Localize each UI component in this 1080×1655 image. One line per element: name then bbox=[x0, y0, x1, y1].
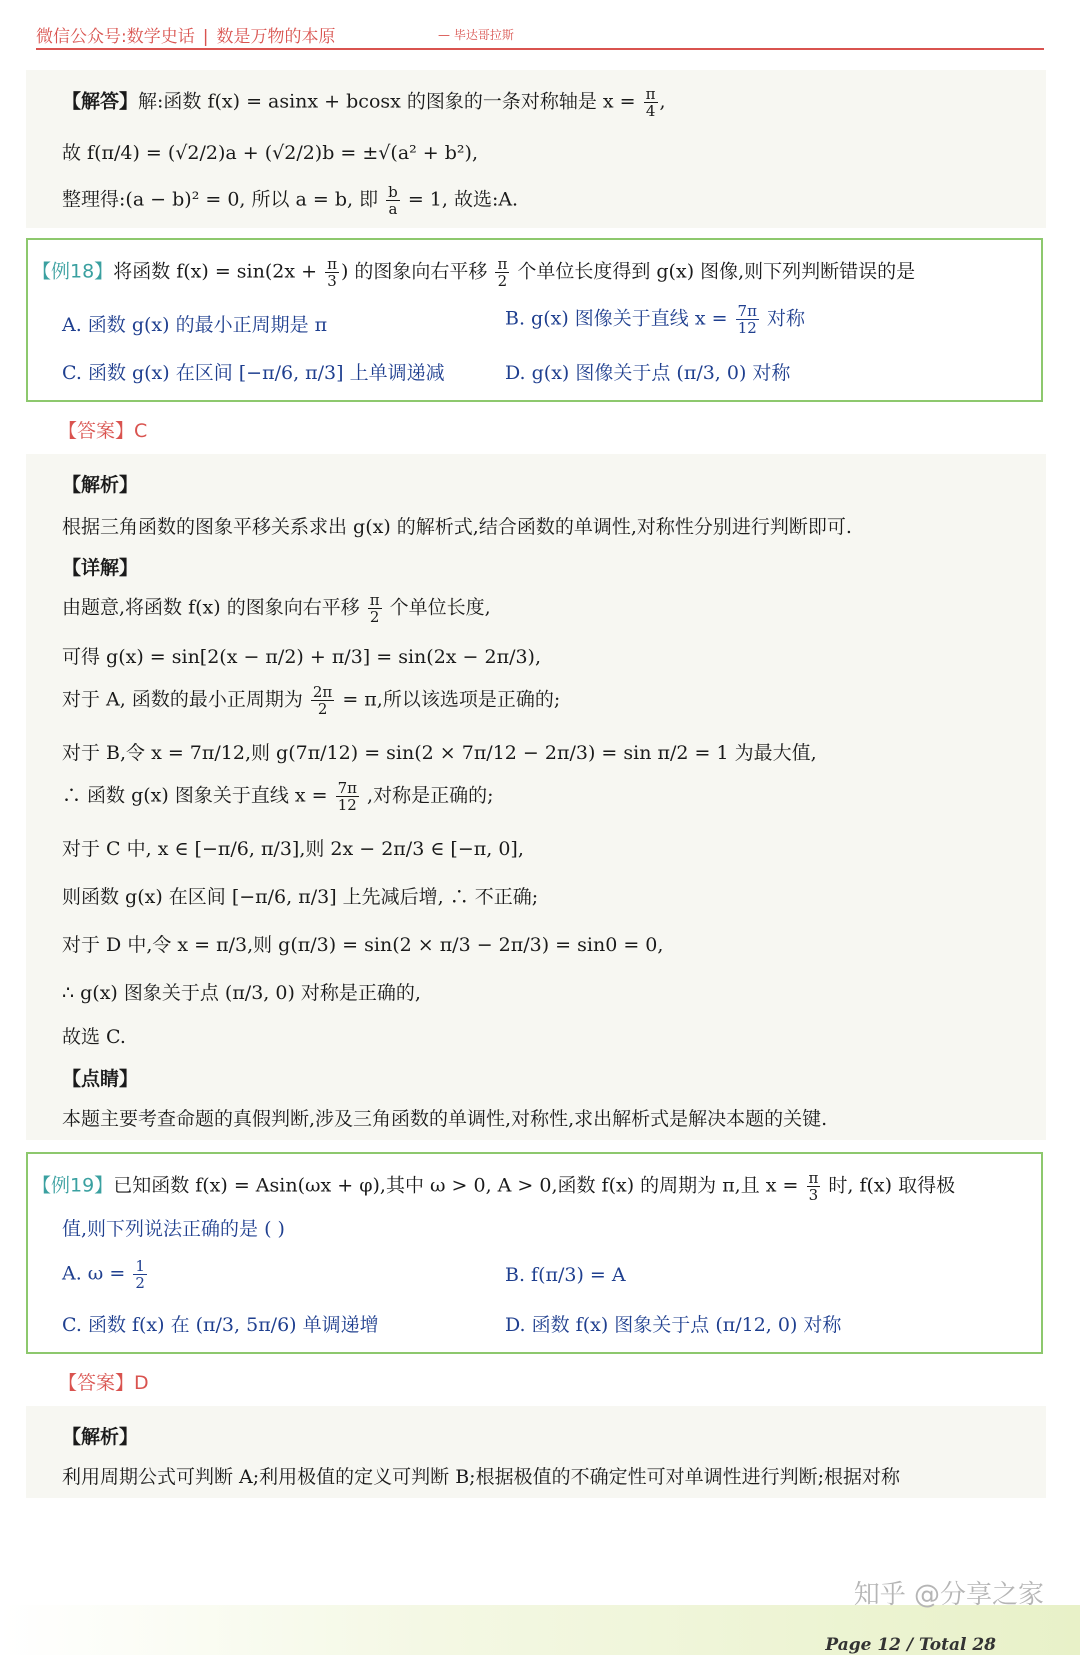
a19-heading-analysis: 【解析】 bbox=[62, 1426, 139, 1448]
ex19-option-a bbox=[62, 1258, 149, 1291]
ex18-stem-frac: $\frac{\pi}{3}$ bbox=[327, 255, 337, 290]
a18-d5-frac: $\frac{7\pi}{12}$ bbox=[337, 779, 357, 814]
a18-detail-6: 对于 C 中, x ∈ [−π/6, π/3],则 2x − 2π/3 ∈ [−π, 0], bbox=[62, 838, 524, 860]
a18-detail-2: 可得 g(x) = sin[2(x − π/2) + π/3] = sin(2x − 2π/3), bbox=[62, 646, 542, 668]
a19-analysis-text: 利用周期公式可判断 A;利用极值的定义可判断 B;根据极值的不确定性可对单调性进行判断;根据对称 bbox=[62, 1466, 900, 1488]
ex19-stem bbox=[32, 1170, 955, 1203]
ex19-stem-frac: $\frac{\pi}{3}$ bbox=[808, 1169, 819, 1204]
a18-detail-7: 则函数 g(x) 在区间 [−π/6, π/3] 上先减后增, ∴ 不正确; bbox=[62, 886, 539, 908]
ex19-option-b: B. f(π/3) = A bbox=[505, 1264, 626, 1286]
a18-d3-b: = π,所以该选项是正确的; bbox=[342, 688, 561, 711]
sol17-line2: 故 f(π/4) = (√2/2)a + (√2/2)b = ±√(a² + b²), bbox=[62, 142, 478, 164]
ex19-option-c: C. 函数 f(x) 在 (π/3, 5π/6) 单调递增 bbox=[62, 1314, 379, 1336]
ex19-stem-line2: 值,则下列说法正确的是 ( ) bbox=[62, 1218, 285, 1240]
page-header bbox=[36, 20, 1044, 52]
ex18-stem-a: 将函数 f(x) = sin(2x + bbox=[113, 260, 318, 283]
a18-d5-a: ∴ 函数 g(x) 图象关于直线 x = bbox=[62, 784, 328, 807]
ex18-stem bbox=[32, 256, 915, 289]
sol17-line3-frac: $\frac{b}{a}$ bbox=[388, 183, 398, 218]
ex19-answer: 【答案】D bbox=[58, 1372, 149, 1394]
a18-detail-3 bbox=[62, 684, 560, 717]
ex18-option-b-frac: $\frac{7\pi}{12}$ bbox=[737, 302, 757, 337]
ex19-stem-b: 时, f(x) 取得极 bbox=[828, 1174, 956, 1197]
a18-d3-frac: $\frac{2\pi}{2}$ bbox=[312, 683, 333, 718]
ex19-tag: 【例19】 bbox=[32, 1174, 114, 1197]
sol17-text-a: 解:函数 f(x) = asinx + bcosx 的图象的一条对称轴是 x = bbox=[138, 90, 636, 113]
sol17-label: 【解答】 bbox=[62, 90, 139, 113]
a18-detail-1 bbox=[62, 592, 491, 625]
header-source-line bbox=[36, 22, 335, 47]
a18-d1-a: 由题意,将函数 f(x) 的图象向右平移 bbox=[62, 596, 360, 619]
ex19-stem-a: 已知函数 f(x) = Asin(ωx + φ),其中 ω > 0, A > 0,函数 f(x) 的周期为 π,且 x = bbox=[113, 1174, 799, 1197]
header-rule bbox=[36, 48, 1044, 50]
watermark: 知乎 @分享之家 bbox=[853, 1580, 1044, 1610]
a18-note-text: 本题主要考查命题的真假判断,涉及三角函数的单调性,对称性,求出解析式是解决本题的关键. bbox=[62, 1108, 828, 1130]
ex18-option-b-b: 对称 bbox=[767, 307, 806, 330]
ex18-option-b-a: B. g(x) 图像关于直线 x = bbox=[505, 307, 728, 330]
a18-analysis-text: 根据三角函数的图象平移关系求出 g(x) 的解析式,结合函数的单调性,对称性分别进行判断即可. bbox=[62, 516, 852, 538]
ex19-option-d: D. 函数 f(x) 图象关于点 (π/12, 0) 对称 bbox=[505, 1314, 842, 1336]
a18-d5-b: ,对称是正确的; bbox=[367, 784, 494, 807]
ex18-answer: 【答案】C bbox=[58, 420, 148, 442]
a18-heading-note: 【点睛】 bbox=[62, 1068, 139, 1090]
a18-detail-10: 故选 C. bbox=[62, 1026, 126, 1048]
ex18-stem-frac2: $\frac{\pi}{2}$ bbox=[497, 255, 508, 290]
a18-heading-analysis: 【解析】 bbox=[62, 474, 139, 496]
ex18-option-c: C. 函数 g(x) 在区间 [−π/6, π/3] 上单调递减 bbox=[62, 362, 445, 384]
a18-detail-9: ∴ g(x) 图象关于点 (π/3, 0) 对称是正确的, bbox=[62, 982, 421, 1004]
a18-heading-detail: 【详解】 bbox=[62, 557, 139, 579]
header-subtitle: 数是万物的本原 bbox=[216, 27, 336, 47]
page-number: Page 12 / Total 28 bbox=[825, 1635, 996, 1655]
page-footer bbox=[0, 1605, 1080, 1655]
ex18-option-b bbox=[505, 303, 805, 336]
ex18-stem-b: ) 的图象向右平移 bbox=[340, 260, 488, 283]
ex18-option-a: A. 函数 g(x) 的最小正周期是 π bbox=[62, 314, 328, 336]
a18-d1-b: 个单位长度, bbox=[389, 596, 491, 619]
ex19-option-a-frac: $\frac{1}{2}$ bbox=[135, 1257, 145, 1292]
ex18-stem-c: 个单位长度得到 g(x) 图像,则下列判断错误的是 bbox=[517, 260, 916, 283]
ex19-option-a-a: A. ω = bbox=[62, 1262, 126, 1285]
sol17-line1 bbox=[62, 86, 666, 119]
sol17-frac: $\frac{\pi}{4}$ bbox=[645, 85, 656, 120]
header-source: 微信公众号:数学史话 bbox=[36, 27, 195, 47]
sol17-text-b: , bbox=[659, 90, 666, 113]
header-separator: | bbox=[202, 27, 209, 47]
sol17-line3-a: 整理得:(a − b)² = 0, 所以 a = b, 即 bbox=[62, 188, 379, 211]
a18-detail-5 bbox=[62, 780, 494, 813]
header-author: — 毕达哥拉斯 bbox=[438, 28, 514, 42]
a18-detail-8: 对于 D 中,令 x = π/3,则 g(π/3) = sin(2 × π/3 − 2π/3) = sin0 = 0, bbox=[62, 934, 664, 956]
a18-detail-4: 对于 B,令 x = 7π/12,则 g(7π/12) = sin(2 × 7π/12 − 2π/3) = sin π/2 = 1 为最大值, bbox=[62, 742, 817, 764]
a18-d1-frac: $\frac{\pi}{2}$ bbox=[369, 591, 380, 626]
sol17-line3 bbox=[62, 184, 518, 217]
ex18-option-d: D. g(x) 图像关于点 (π/3, 0) 对称 bbox=[505, 362, 791, 384]
sol17-line3-b: = 1, 故选:A. bbox=[407, 188, 519, 211]
ex18-tag: 【例18】 bbox=[32, 260, 114, 283]
a18-d3-a: 对于 A, 函数的最小正周期为 bbox=[62, 688, 303, 711]
